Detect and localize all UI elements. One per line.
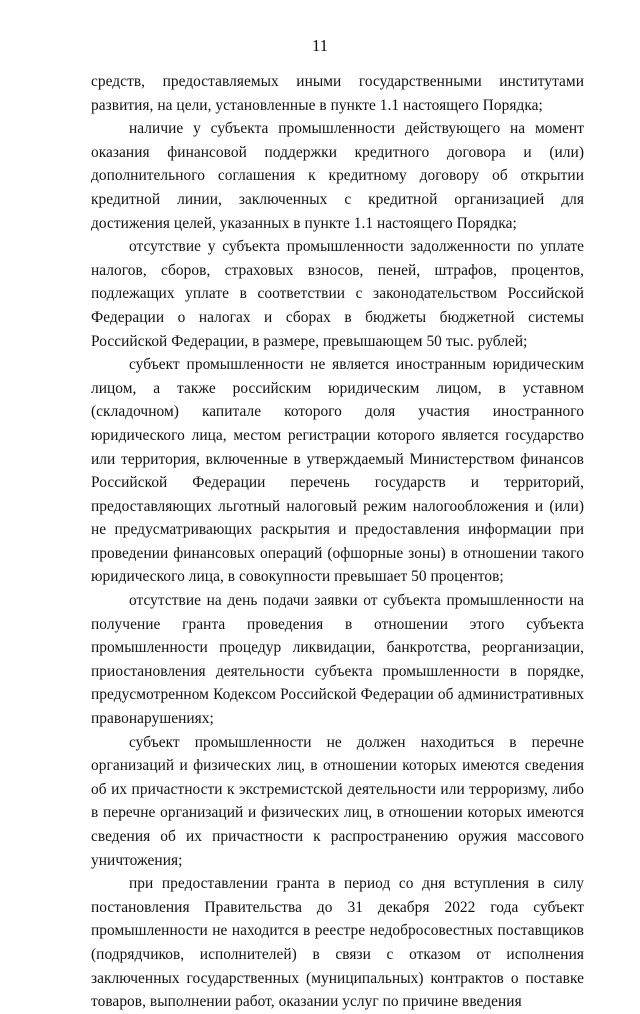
paragraph-6: субъект промышленности не должен находиться в перечне организаций и физических лиц, в отношении которых имеются сведения об их причастности к экстремистской деятельности или терроризму, либо в перечне организаций и физических лиц, в отношении которых имеются сведения об их причастности к распространению оружия массового уничтожения; [91, 733, 584, 869]
paragraph-3: отсутствие у субъекта промышленности задолженности по уплате налогов, сборов, страховых взносов, пеней, штрафов, процентов, подлежащих уплате в соответствии с законодательством Российской Федерации о налогах и сборах в бюджеты бюджетной системы Российской Федерации, в размере, превышающем 50 тыс. рублей; [91, 238, 584, 350]
paragraph-2: наличие у субъекта промышленности действующего на момент оказания финансовой поддержки кредитного договора и (или) дополнительного соглашения к кредитному договору об открытии кредитной линии, заключенных с кредитной организацией для достижения целей, указанных в пункте 1.1 настоящего Порядка; [91, 120, 584, 232]
paragraph-4: субъект промышленности не является иностранным юридическим лицом, а также российским юридическим лицом, в уставном (складочном) капитале которого доля участия иностранного юридического лица, местом регистрации которого является государство или территория, включенные в утверждаемый Министерством финансов Российской Федерации перечень государств и территорий, предоставляющих льготный налоговый режим налогообложения и (или) не предусматривающих раскрытия и предоставления информации при проведении финансовых операций (офшорные зоны) в отношении такого юридического лица, в совокупности превышает 50 процентов; [91, 356, 584, 586]
paragraph-7: при предоставлении гранта в период со дня вступления в силу постановления Правительства до 31 декабря 2022 года субъект промышленности не находится в реестре недобросовестных поставщиков (подрядчиков, исполнителей) в связи с отказом от исполнения заключенных государственных (муниципальных) контрактов о поставке товаров, выполнении работ, оказании услуг по причине введения [91, 875, 584, 1011]
document-body [91, 70, 584, 1014]
paragraph-5: отсутствие на день подачи заявки от субъекта промышленности на получение гранта проведения в отношении этого субъекта промышленности процедур ликвидации, банкротства, реорганизации, приостановления деятельности субъекта промышленности в порядке, предусмотренном Кодексом Российской Федерации об административных правонарушениях; [91, 592, 584, 728]
page-number: 11 [311, 36, 329, 55]
paragraph-1: средств, предоставляемых иными государственными институтами развития, на цели, установленные в пункте 1.1 настоящего Порядка; [91, 73, 584, 114]
